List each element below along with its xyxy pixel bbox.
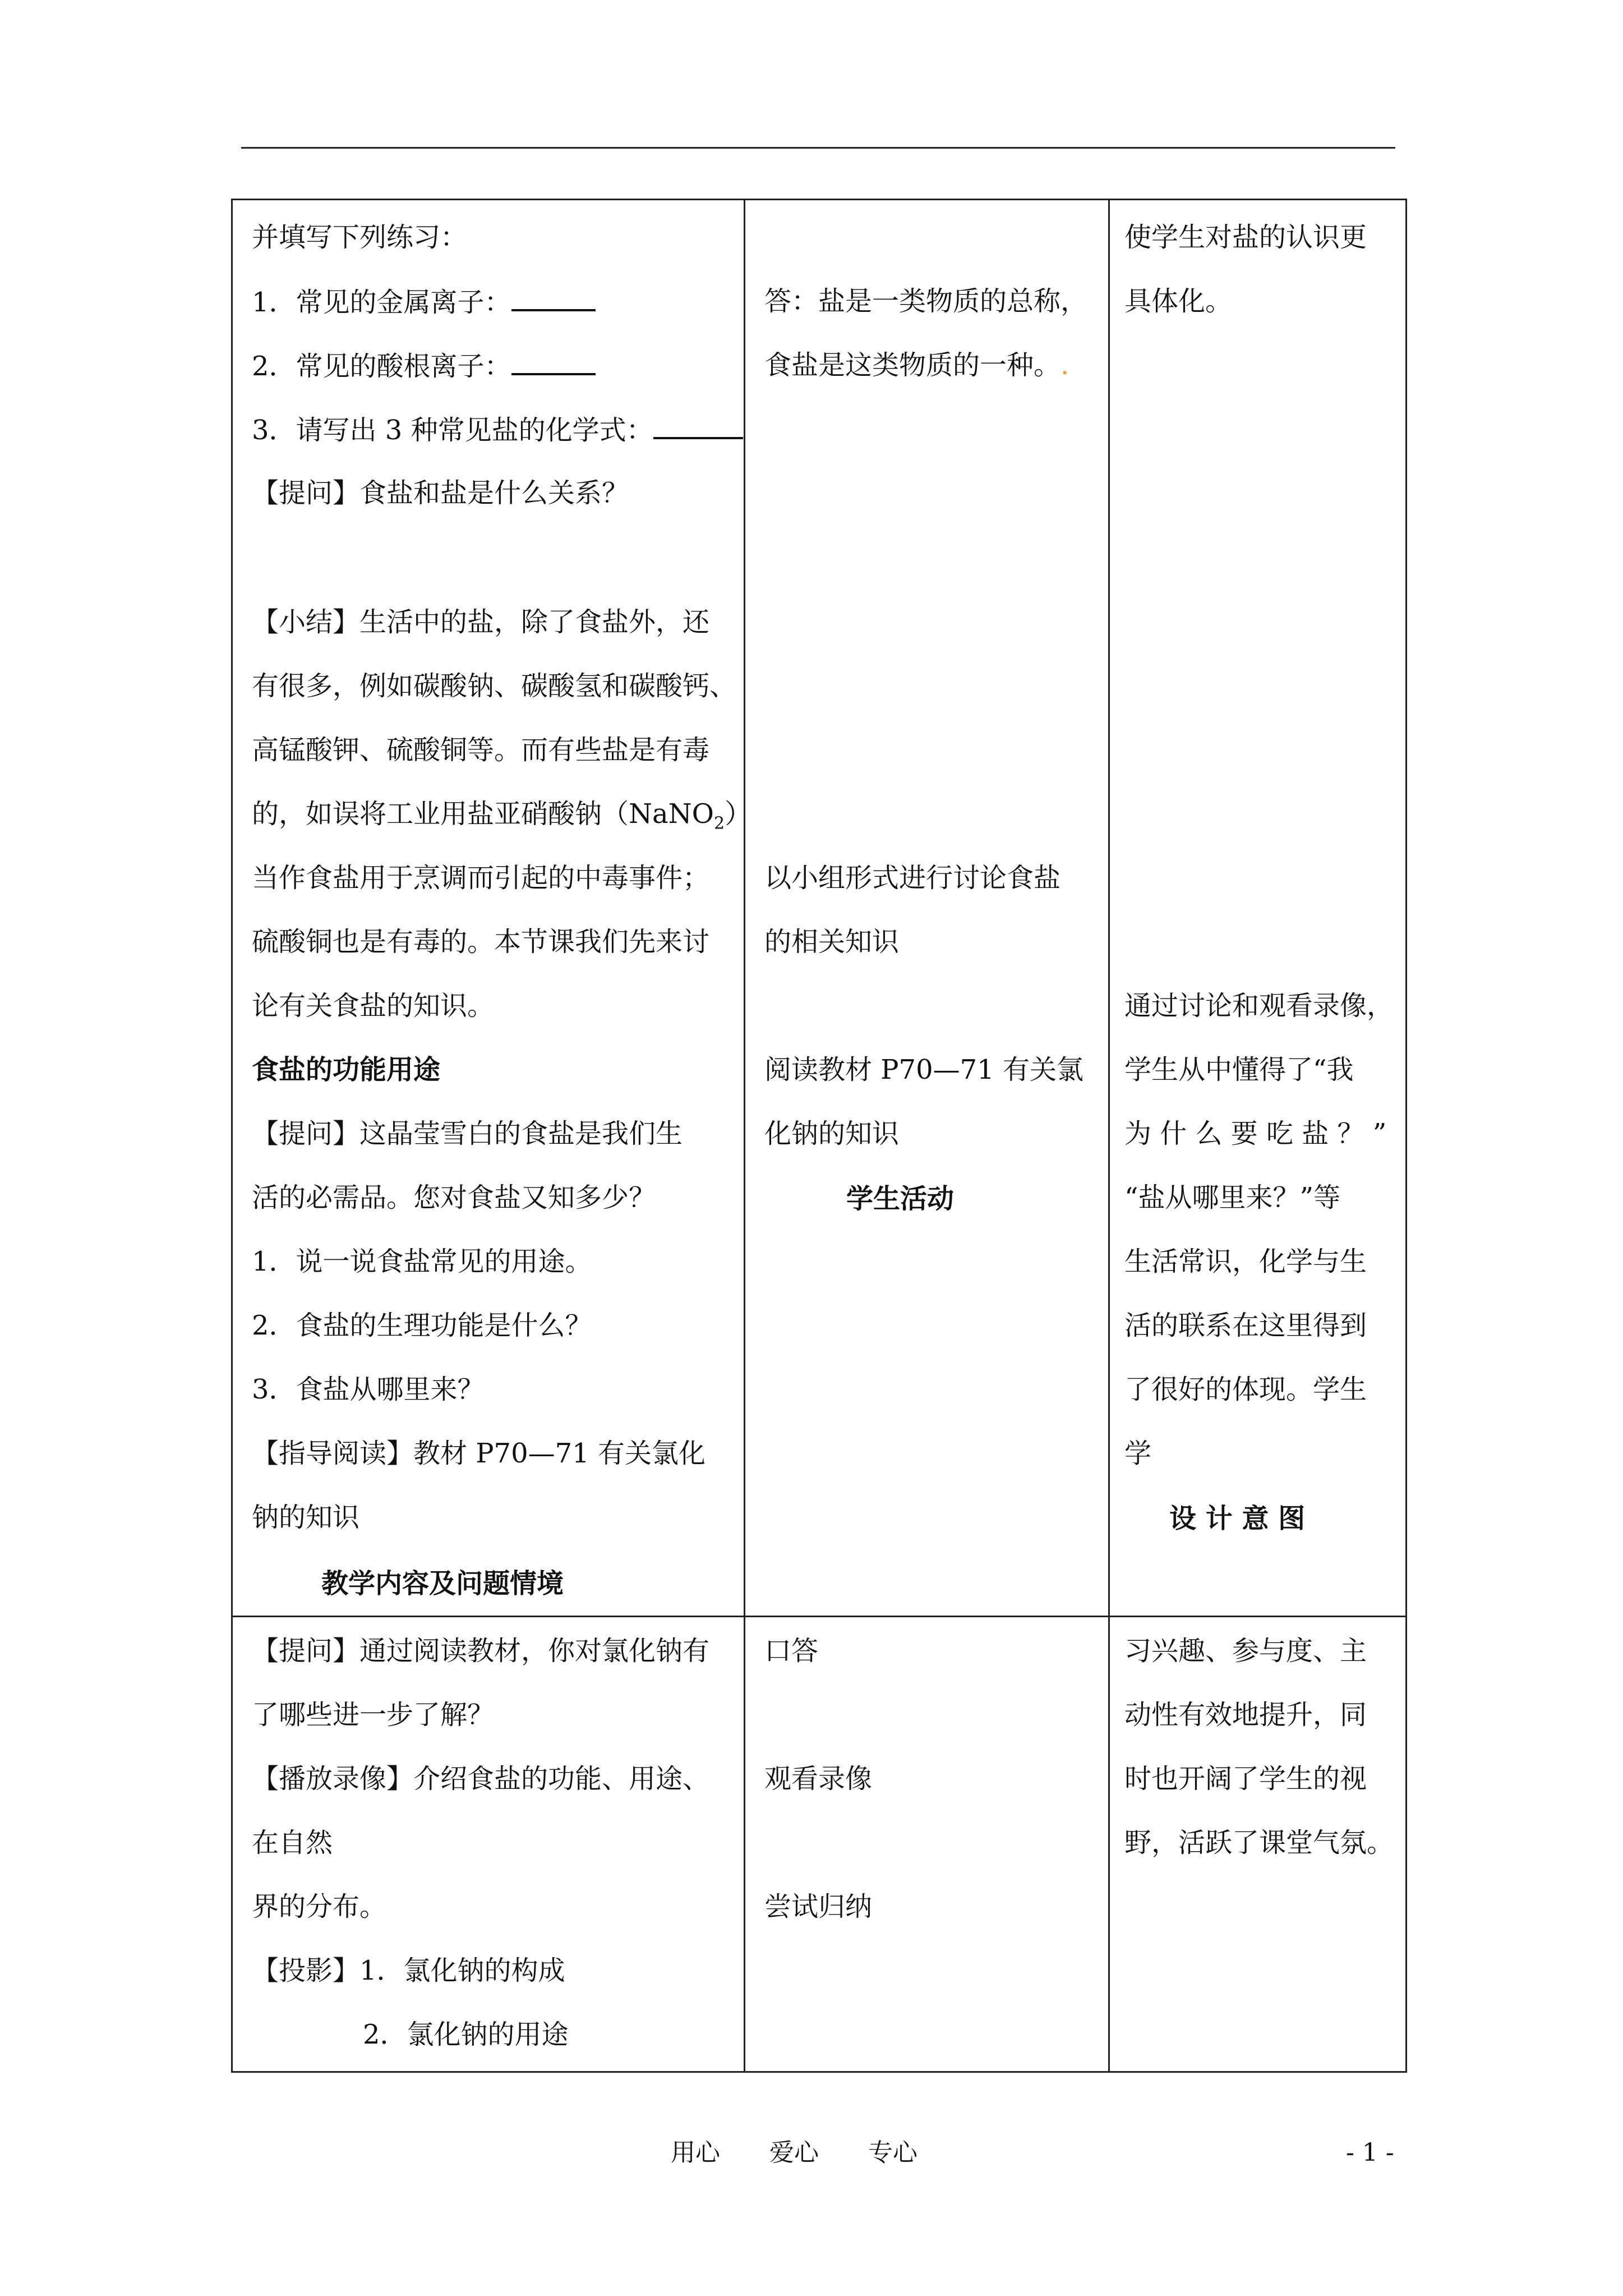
text-line: 当作食盐用于烹调而引起的中毒事件； — [252, 862, 710, 894]
text-line — [252, 797, 751, 841]
text-line: 高锰酸钾、硫酸铜等。而有些盐是有毒 — [252, 734, 710, 766]
text-line: 2．食盐的生理功能是什么？ — [252, 1310, 592, 1341]
text-line: 3．食盐从哪里来？ — [252, 1374, 485, 1405]
text-line: 钠的知识 — [252, 1502, 360, 1533]
text-line — [764, 348, 1069, 382]
column-heading: 设 计 意 图 — [1169, 1503, 1306, 1534]
footer-motto-2: 爱心 — [769, 2138, 819, 2167]
text-run: . — [1061, 349, 1069, 381]
text-line: 生活常识，化学与生 — [1124, 1246, 1367, 1277]
text-line: 并填写下列练习： — [252, 222, 468, 253]
text-line: 习兴趣、参与度、主 — [1124, 1635, 1367, 1667]
text-line: 【提问】这晶莹雪白的食盐是我们生 — [252, 1118, 683, 1149]
column-heading: 学生活动 — [846, 1183, 955, 1214]
text-run: 的，如误将工业用盐亚硝酸钠（NaNO — [252, 798, 714, 830]
text-run: 食盐是这类物质的一种。 — [764, 349, 1061, 381]
text-line: 【投影】1．氯化钠的构成 — [252, 1955, 565, 1986]
text-line: 观看录像 — [764, 1763, 873, 1795]
teaching-content-cell — [232, 200, 752, 1617]
header-rule — [241, 147, 1395, 149]
text-line: 化钠的知识 — [764, 1118, 900, 1149]
text-line: 了很好的体现。学生 — [1124, 1374, 1367, 1405]
design-intent-cell — [1109, 1617, 1407, 2072]
footer-motto-3: 专心 — [868, 2138, 917, 2167]
text-line: 【播放录像】介绍食盐的功能、用途、 — [252, 1763, 710, 1795]
text-line: 尝试归纳 — [764, 1891, 873, 1922]
text-line: 2．氯化钠的用途 — [363, 2019, 569, 2050]
exercise-2 — [252, 348, 596, 383]
page-number: - 1 - — [1346, 2138, 1394, 2167]
text-line: 动性有效地提升，同 — [1124, 1699, 1367, 1731]
text-line: 使学生对盐的认识更 — [1124, 222, 1367, 253]
exercise-3 — [252, 412, 743, 447]
section-heading: 食盐的功能用途 — [252, 1054, 441, 1085]
text-run: ） — [725, 798, 752, 830]
student-activity-cell — [745, 200, 1109, 1617]
text-line: 硫酸铜也是有毒的。本节课我们先来讨 — [252, 926, 710, 958]
exercise-2-text: 2．常见的酸根离子： — [252, 351, 511, 382]
text-line: 答：盐是一类物质的总称， — [764, 286, 1088, 317]
column-heading: 教学内容及问题情境 — [321, 1568, 564, 1599]
exercise-1-text: 1．常见的金属离子： — [252, 287, 511, 318]
text-line: 通过讨论和观看录像， — [1124, 990, 1394, 1022]
text-line: 以小组形式进行讨论食盐 — [764, 862, 1061, 894]
text-line: 界的分布。 — [252, 1891, 387, 1922]
teaching-content-cell — [232, 1617, 745, 2072]
text-line: 论有关食盐的知识。 — [252, 990, 495, 1022]
text-line: 了哪些进一步了解？ — [252, 1699, 495, 1731]
text-line: 具体化。 — [1124, 286, 1233, 317]
lesson-plan-table — [231, 199, 1407, 2073]
text-line: 活的联系在这里得到 — [1124, 1310, 1367, 1341]
text-line: 学生从中懂得了“我 — [1124, 1054, 1354, 1085]
table-row — [232, 200, 1407, 1617]
answer-blank — [653, 412, 743, 439]
text-line: 活的必需品。您对食盐又知多少？ — [252, 1182, 656, 1213]
text-line: 【小结】生活中的盐，除了食盐外，还 — [252, 606, 710, 638]
exercise-3-text: 3．请写出 3 种常见盐的化学式： — [252, 415, 653, 446]
text-line: 为 什 么 要 吃 盐 ？ ” — [1124, 1118, 1387, 1149]
answer-blank — [511, 284, 596, 311]
text-line: 的相关知识 — [764, 926, 900, 958]
design-intent-cell — [1109, 200, 1407, 1617]
text-line: 有很多，例如碳酸钠、碳酸氢和碳酸钙、 — [252, 670, 737, 702]
text-line: 【提问】食盐和盐是什么关系？ — [252, 477, 629, 509]
text-line: 在自然 — [252, 1827, 333, 1858]
text-line: 1．说一说食盐常见的用途。 — [252, 1246, 592, 1277]
text-line: 学 — [1124, 1438, 1152, 1469]
text-line: 阅读教材 P70—71 有关氯 — [764, 1054, 1083, 1085]
table-row — [232, 1617, 1407, 2072]
text-line: 【指导阅读】教材 P70—71 有关氯化 — [252, 1438, 706, 1469]
text-line: 【提问】通过阅读教材，你对氯化钠有 — [252, 1635, 710, 1667]
text-line: 时也开阔了学生的视 — [1124, 1763, 1367, 1795]
exercise-1 — [252, 284, 596, 319]
footer-motto-1: 用心 — [671, 2138, 720, 2167]
text-line: 野，活跃了课堂气氛。 — [1124, 1827, 1394, 1858]
student-activity-cell — [745, 1617, 1109, 2072]
text-line: “盐从哪里来？”等 — [1124, 1182, 1341, 1213]
text-line: 口答 — [764, 1635, 819, 1667]
answer-blank — [511, 348, 596, 375]
subscript: 2 — [713, 813, 725, 834]
